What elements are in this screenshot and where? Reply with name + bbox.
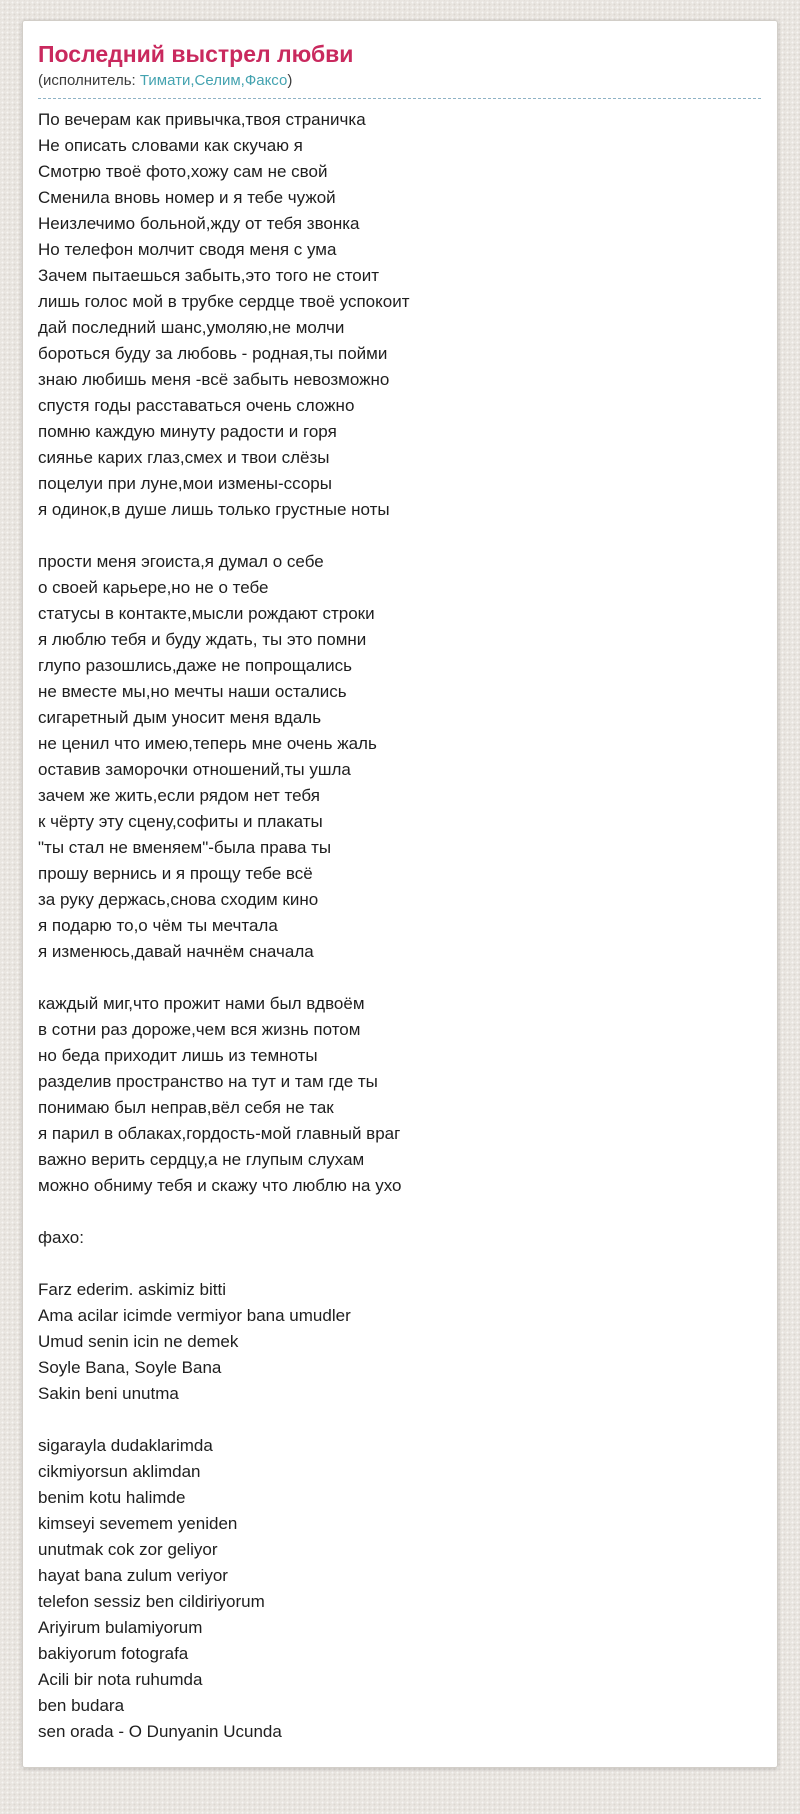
page-title: Последний выстрел любви: [38, 41, 354, 67]
artist-separator: ,: [240, 72, 245, 89]
lyrics-text: [38, 107, 761, 1745]
page-background: [0, 20, 800, 1768]
artist-separator: ,: [190, 72, 195, 89]
lyrics-stanza: Farz ederim. askimiz bitti Ama acilar icimde vermiyor bana umudler Umud senin icin ne demek Soyle Bana, Soyle Bana Sakin beni unutma: [38, 1280, 351, 1403]
artist-link-3[interactable]: Факсо: [244, 72, 288, 89]
artist-link-2[interactable]: Селим: [194, 72, 241, 89]
lyrics-stanza: каждый миг,что прожит нами был вдвоём в сотни раз дороже,чем вся жизнь потом но беда приходит лишь из темноты разделив пространство на тут и там где ты понимаю был неправ,вёл себя не так я парил в облаках,гордость-мой главный враг важно верить сердцу,а не глупым слухам можно обниму тебя и скажу что люблю на ухо: [38, 994, 402, 1195]
lyrics-stanza: sigarayla dudaklarimda cikmiyorsun aklimdan benim kotu halimde kimseyi sevemem yeniden unutmak cok zor geliyor hayat bana zulum veriyor telefon sessiz ben cildiriyorum Ariyirum bulamiyorum bakiyorum fotografa Acili bir nota ruhumda ben budara sen orada - O Dunyanin Ucunda: [38, 1436, 282, 1741]
lyrics-card: [22, 20, 778, 1768]
performer-close-paren: ): [287, 72, 293, 89]
performer-label: (исполнитель:: [38, 72, 136, 89]
lyrics-stanza: прости меня эгоиста,я думал о себе о своей карьере,но не о тебе статусы в контакте,мысли рождают строки я люблю тебя и буду ждать, ты это помни глупо разошлись,даже не попрощались не вместе мы,но мечты наши остались сигаретный дым уносит меня вдаль не ценил что имею,теперь мне очень жаль оставив заморочки отношений,ты ушла зачем же жить,если рядом нет тебя к чёрту эту сцену,софиты и плакаты "ты стал не вменяем"-была права ты прошу вернись и я прощу тебе всё за руку держась,снова сходим кино я подарю то,о чём ты мечтала я изменюсь,давай начнём сначала: [38, 552, 377, 961]
performer-line: [38, 71, 761, 99]
lyrics-stanza: фахо:: [38, 1228, 84, 1247]
lyrics-stanza: По вечерам как привычка,твоя страничка Не описать словами как скучаю я Смотрю твоё фото,хожу сам не свой Сменила вновь номер и я тебе чужой Неизлечимо больной,жду от тебя звонка Но телефон молчит сводя меня с ума Зачем пытаешься забыть,это того не стоит лишь голос мой в трубке сердце твоё успокоит дай последний шанс,умоляю,не молчи бороться буду за любовь - родная,ты пойми знаю любишь меня -всё забыть невозможно спустя годы расставаться очень сложно помню каждую минуту радости и горя сиянье карих глаз,смех и твои слёзы поцелуи при луне,мои измены-ссоры я одинок,в душе лишь только грустные ноты: [38, 110, 410, 519]
artist-link-1[interactable]: Тимати: [139, 72, 191, 89]
